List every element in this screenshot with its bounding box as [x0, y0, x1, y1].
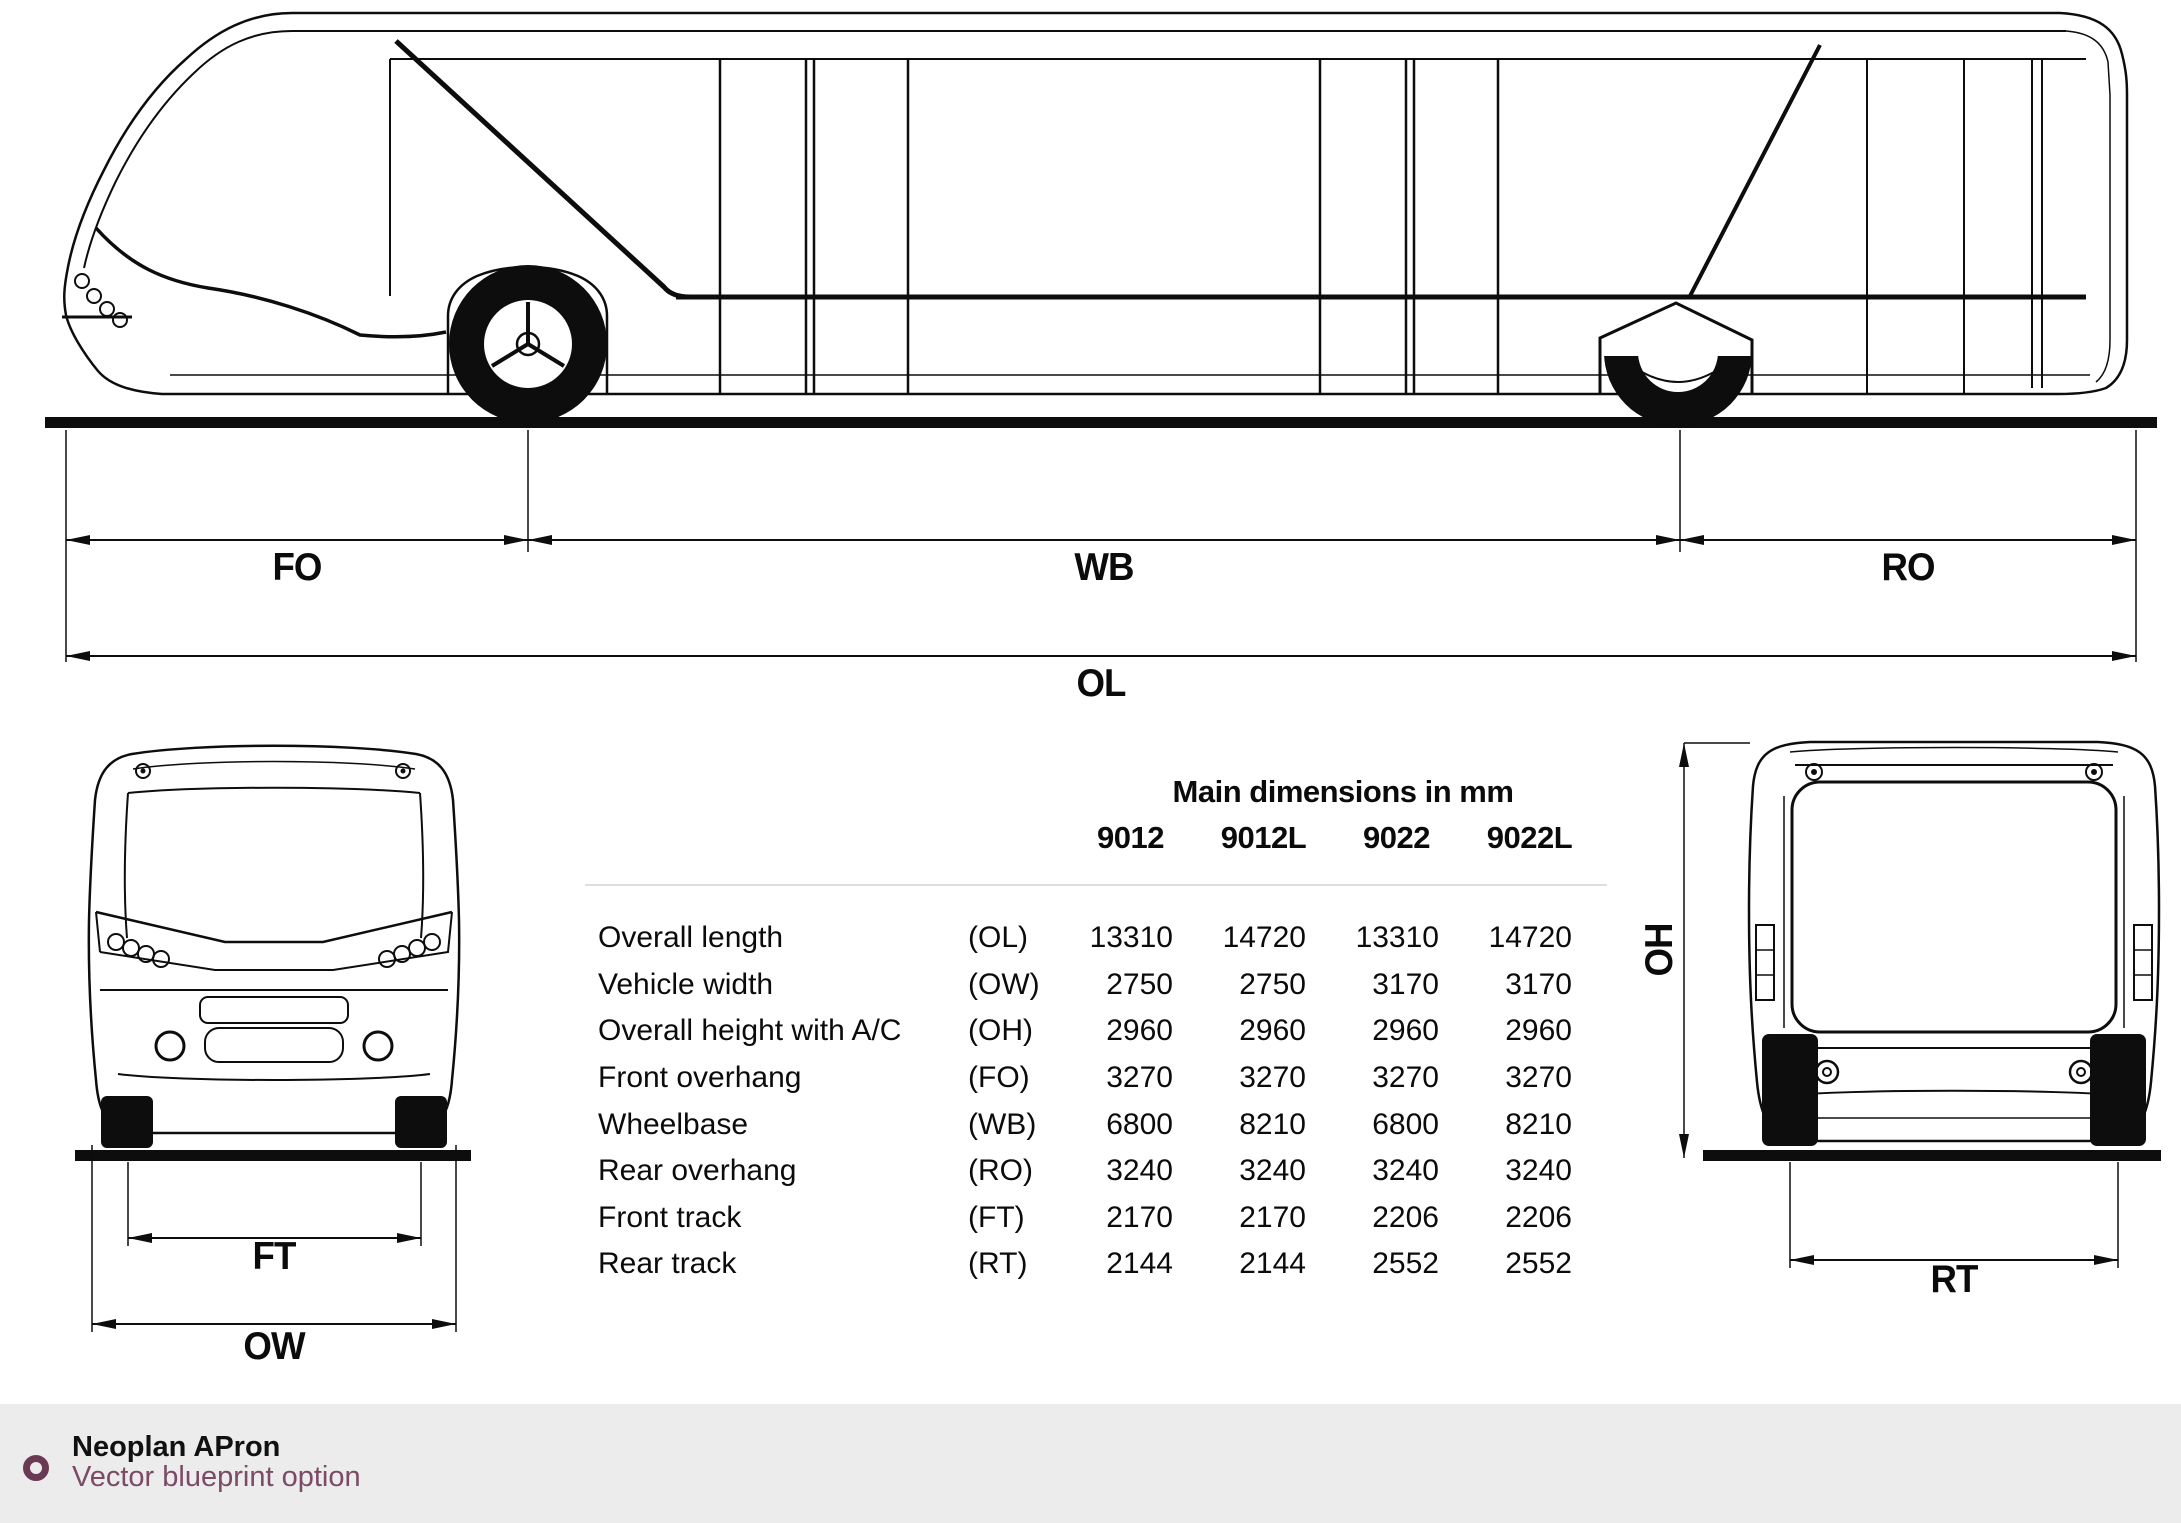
- row-code: (OW): [968, 967, 1040, 1001]
- cell-value: 2170: [1106, 1200, 1173, 1234]
- cell-value: 2750: [1106, 967, 1173, 1001]
- dim-label-oh: OH: [1638, 923, 1681, 977]
- row-label: Overall height with A/C: [598, 1014, 902, 1048]
- row-label: Overall length: [598, 921, 784, 955]
- cell-value: 2144: [1239, 1247, 1306, 1281]
- row-label: Rear track: [598, 1247, 737, 1281]
- table-separator: [585, 884, 1607, 886]
- cell-value: 2960: [1239, 1014, 1306, 1048]
- cell-value: 3170: [1372, 967, 1439, 1001]
- column-header: 9022L: [1486, 820, 1573, 855]
- table-row: [585, 1241, 1609, 1288]
- table-row: [585, 1195, 1609, 1242]
- dim-label-ro: RO: [1881, 546, 1935, 589]
- row-code: (FO): [968, 1061, 1030, 1095]
- row-code: (RO): [968, 1154, 1033, 1188]
- cell-value: 8210: [1239, 1107, 1306, 1141]
- table-row: [585, 962, 1609, 1009]
- cell-value: 2206: [1505, 1200, 1572, 1234]
- row-label: Wheelbase: [598, 1107, 749, 1141]
- dim-label-ft: FT: [252, 1235, 296, 1278]
- rear-view-drawing: [1679, 742, 2161, 1268]
- cell-value: 2170: [1239, 1200, 1306, 1234]
- row-code: (OH): [968, 1014, 1033, 1048]
- side-door-lines: [720, 59, 1498, 394]
- cell-value: 2206: [1372, 1200, 1439, 1234]
- cell-value: 13310: [1089, 921, 1173, 955]
- cell-value: 3240: [1505, 1154, 1572, 1188]
- table-header-row: [585, 820, 1609, 856]
- table-row: [585, 1101, 1609, 1148]
- cell-value: 6800: [1372, 1107, 1439, 1141]
- table-row: [585, 1055, 1609, 1102]
- row-label: Front overhang: [598, 1061, 802, 1095]
- dim-label-wb: WB: [1074, 546, 1134, 589]
- dim-label-fo: FO: [272, 546, 322, 589]
- dimensions-table: [585, 776, 1609, 1296]
- row-label: Rear overhang: [598, 1154, 797, 1188]
- cell-value: 3270: [1239, 1061, 1306, 1095]
- cell-value: 2552: [1372, 1247, 1439, 1281]
- cell-value: 3240: [1239, 1154, 1306, 1188]
- row-label: Front track: [598, 1200, 742, 1234]
- front-ground-line: [75, 1150, 471, 1161]
- column-header: 9012L: [1220, 820, 1307, 855]
- cell-value: 3270: [1106, 1061, 1173, 1095]
- cell-value: 3240: [1372, 1154, 1439, 1188]
- cell-value: 2960: [1372, 1014, 1439, 1048]
- side-rear-wheel: [1600, 278, 1752, 426]
- side-ground-line: [45, 417, 2157, 428]
- cell-value: 3170: [1505, 967, 1572, 1001]
- ring-logo-icon: [23, 1455, 49, 1481]
- table-row: [585, 1008, 1609, 1055]
- cell-value: 2144: [1106, 1247, 1173, 1281]
- dim-label-rt: RT: [1930, 1258, 1978, 1301]
- cell-value: 8210: [1505, 1107, 1572, 1141]
- row-code: (OL): [968, 921, 1028, 955]
- table-body: [585, 915, 1609, 1288]
- table-title: Main dimensions in mm: [1172, 774, 1514, 809]
- row-code: (WB): [968, 1107, 1037, 1141]
- rear-ground-line: [1703, 1150, 2161, 1161]
- side-front-wheel: [448, 265, 607, 423]
- row-label: Vehicle width: [598, 967, 774, 1001]
- footer-title: Neoplan APron: [72, 1431, 281, 1463]
- table-row: [585, 1148, 1609, 1195]
- cell-value: 3270: [1372, 1061, 1439, 1095]
- cell-value: 3240: [1106, 1154, 1173, 1188]
- table-row: [585, 915, 1609, 962]
- cell-value: 6800: [1106, 1107, 1173, 1141]
- cell-value: 3270: [1505, 1061, 1572, 1095]
- cell-value: 2960: [1106, 1014, 1173, 1048]
- column-header: 9012: [1097, 820, 1164, 855]
- cell-value: 14720: [1488, 921, 1572, 955]
- cell-value: 13310: [1355, 921, 1439, 955]
- cell-value: 2750: [1239, 967, 1306, 1001]
- cell-value: 2552: [1505, 1247, 1572, 1281]
- column-header: 9022: [1363, 820, 1430, 855]
- row-code: (RT): [968, 1247, 1028, 1281]
- rear-dimension-lines: [1679, 743, 2118, 1268]
- cell-value: 2960: [1505, 1014, 1572, 1048]
- cell-value: 14720: [1222, 921, 1306, 955]
- row-code: (FT): [968, 1200, 1025, 1234]
- dim-label-ow: OW: [243, 1325, 305, 1368]
- footer-subtitle: Vector blueprint option: [72, 1461, 361, 1493]
- dim-label-ol: OL: [1076, 662, 1126, 705]
